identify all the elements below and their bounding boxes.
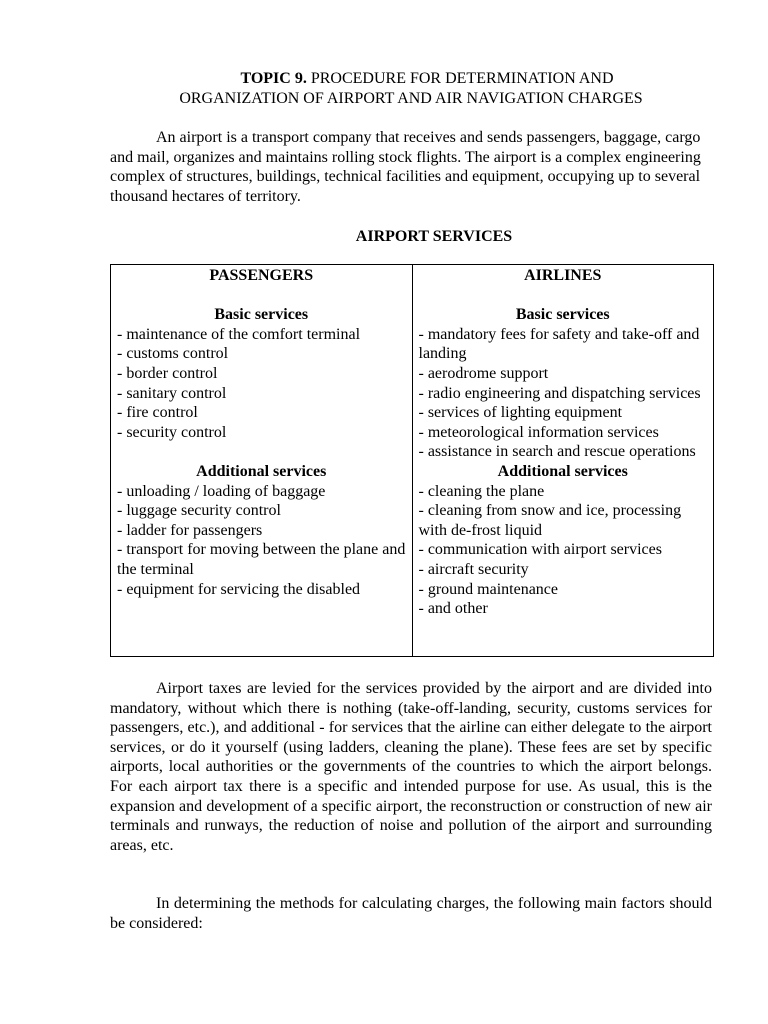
table-row — [111, 265, 714, 657]
list-item: - luggage security control — [117, 502, 281, 520]
passengers-basic-label: Basic services — [214, 306, 309, 324]
airlines-additional-label: Additional services — [497, 462, 628, 480]
spacer — [419, 286, 708, 306]
passengers-column — [111, 265, 413, 657]
list-item: - assistance in search and rescue operations — [418, 443, 696, 461]
list-item: - aerodrome support — [418, 364, 549, 382]
list-item: - security control — [117, 423, 227, 441]
list-item: - cleaning from snow and ice, processing with de-frost liquid — [418, 502, 682, 539]
passengers-additional-label: Additional services — [196, 462, 327, 480]
airport-services-table — [110, 264, 714, 657]
airlines-column — [412, 265, 714, 657]
passengers-header: PASSENGERS — [209, 267, 314, 284]
list-item: - unloading / loading of baggage — [117, 482, 326, 500]
title-line-2: ORGANIZATION OF AIRPORT AND AIR NAVIGATION CHARGES — [179, 90, 643, 107]
list-item: - sanitary control — [117, 384, 227, 402]
factors-paragraph: In determining the methods for calculating charges, the following main factors should be considered: — [110, 895, 712, 932]
list-item: - radio engineering and dispatching services — [418, 384, 701, 402]
list-item: - cleaning the plane — [418, 482, 545, 500]
list-item: - communication with airport services — [418, 541, 662, 559]
taxes-paragraph: Airport taxes are levied for the services provided by the airport and are divided into mandatory, without which there is nothing (take-off-landing, security, customs services for passengers, etc.), and additional - for services that the airline can either delegate to the airport services, or do it yourself (using ladders, cleaning the plane). These fees are set by specific airports, local authorities or the governments of the countries to which the airport belongs. For each airport tax there is a specific and intended purpose for use. As usual, this is the expansion and development of a specific airport, the reconstruction or construction of new air terminals and runways, the reduction of noise and pollution of the airport and surrounding areas, etc. — [110, 680, 712, 854]
list-item: - transport for moving between the plane and the terminal — [117, 541, 406, 578]
spacer — [117, 442, 406, 462]
list-item: - fire control — [117, 404, 198, 422]
airlines-basic-label: Basic services — [515, 306, 610, 324]
list-item: - ladder for passengers — [117, 521, 263, 539]
list-item: - and other — [418, 600, 488, 618]
list-item: - equipment for servicing the disabled — [117, 580, 361, 598]
list-item: - ground maintenance — [418, 580, 558, 598]
spacer — [117, 286, 406, 306]
section-heading: AIRPORT SERVICES — [355, 228, 513, 245]
list-item: - border control — [117, 364, 218, 382]
airlines-header: AIRLINES — [524, 267, 602, 284]
topic-title — [110, 69, 712, 109]
title-line-1-text: PROCEDURE FOR DETERMINATION AND — [310, 70, 614, 87]
intro-paragraph: An airport is a transport company that receives and sends passengers, baggage, cargo and mail, organizes and maintains rolling stock flights. The airport is a complex engineering complex of structures, buildings, technical facilities and equipment, occupying up to several thousand hectares of territory. — [110, 129, 701, 205]
title-line-1 — [110, 69, 712, 89]
list-item: - customs control — [117, 345, 229, 363]
list-item: - meteorological information services — [418, 423, 659, 441]
list-item: - mandatory fees for safety and take-off and landing — [418, 325, 700, 363]
list-item: - services of lighting equipment — [418, 404, 623, 422]
list-item: - aircraft security — [418, 560, 529, 578]
topic-label: TOPIC 9. — [240, 70, 307, 87]
list-item: - maintenance of the comfort terminal — [117, 325, 361, 343]
